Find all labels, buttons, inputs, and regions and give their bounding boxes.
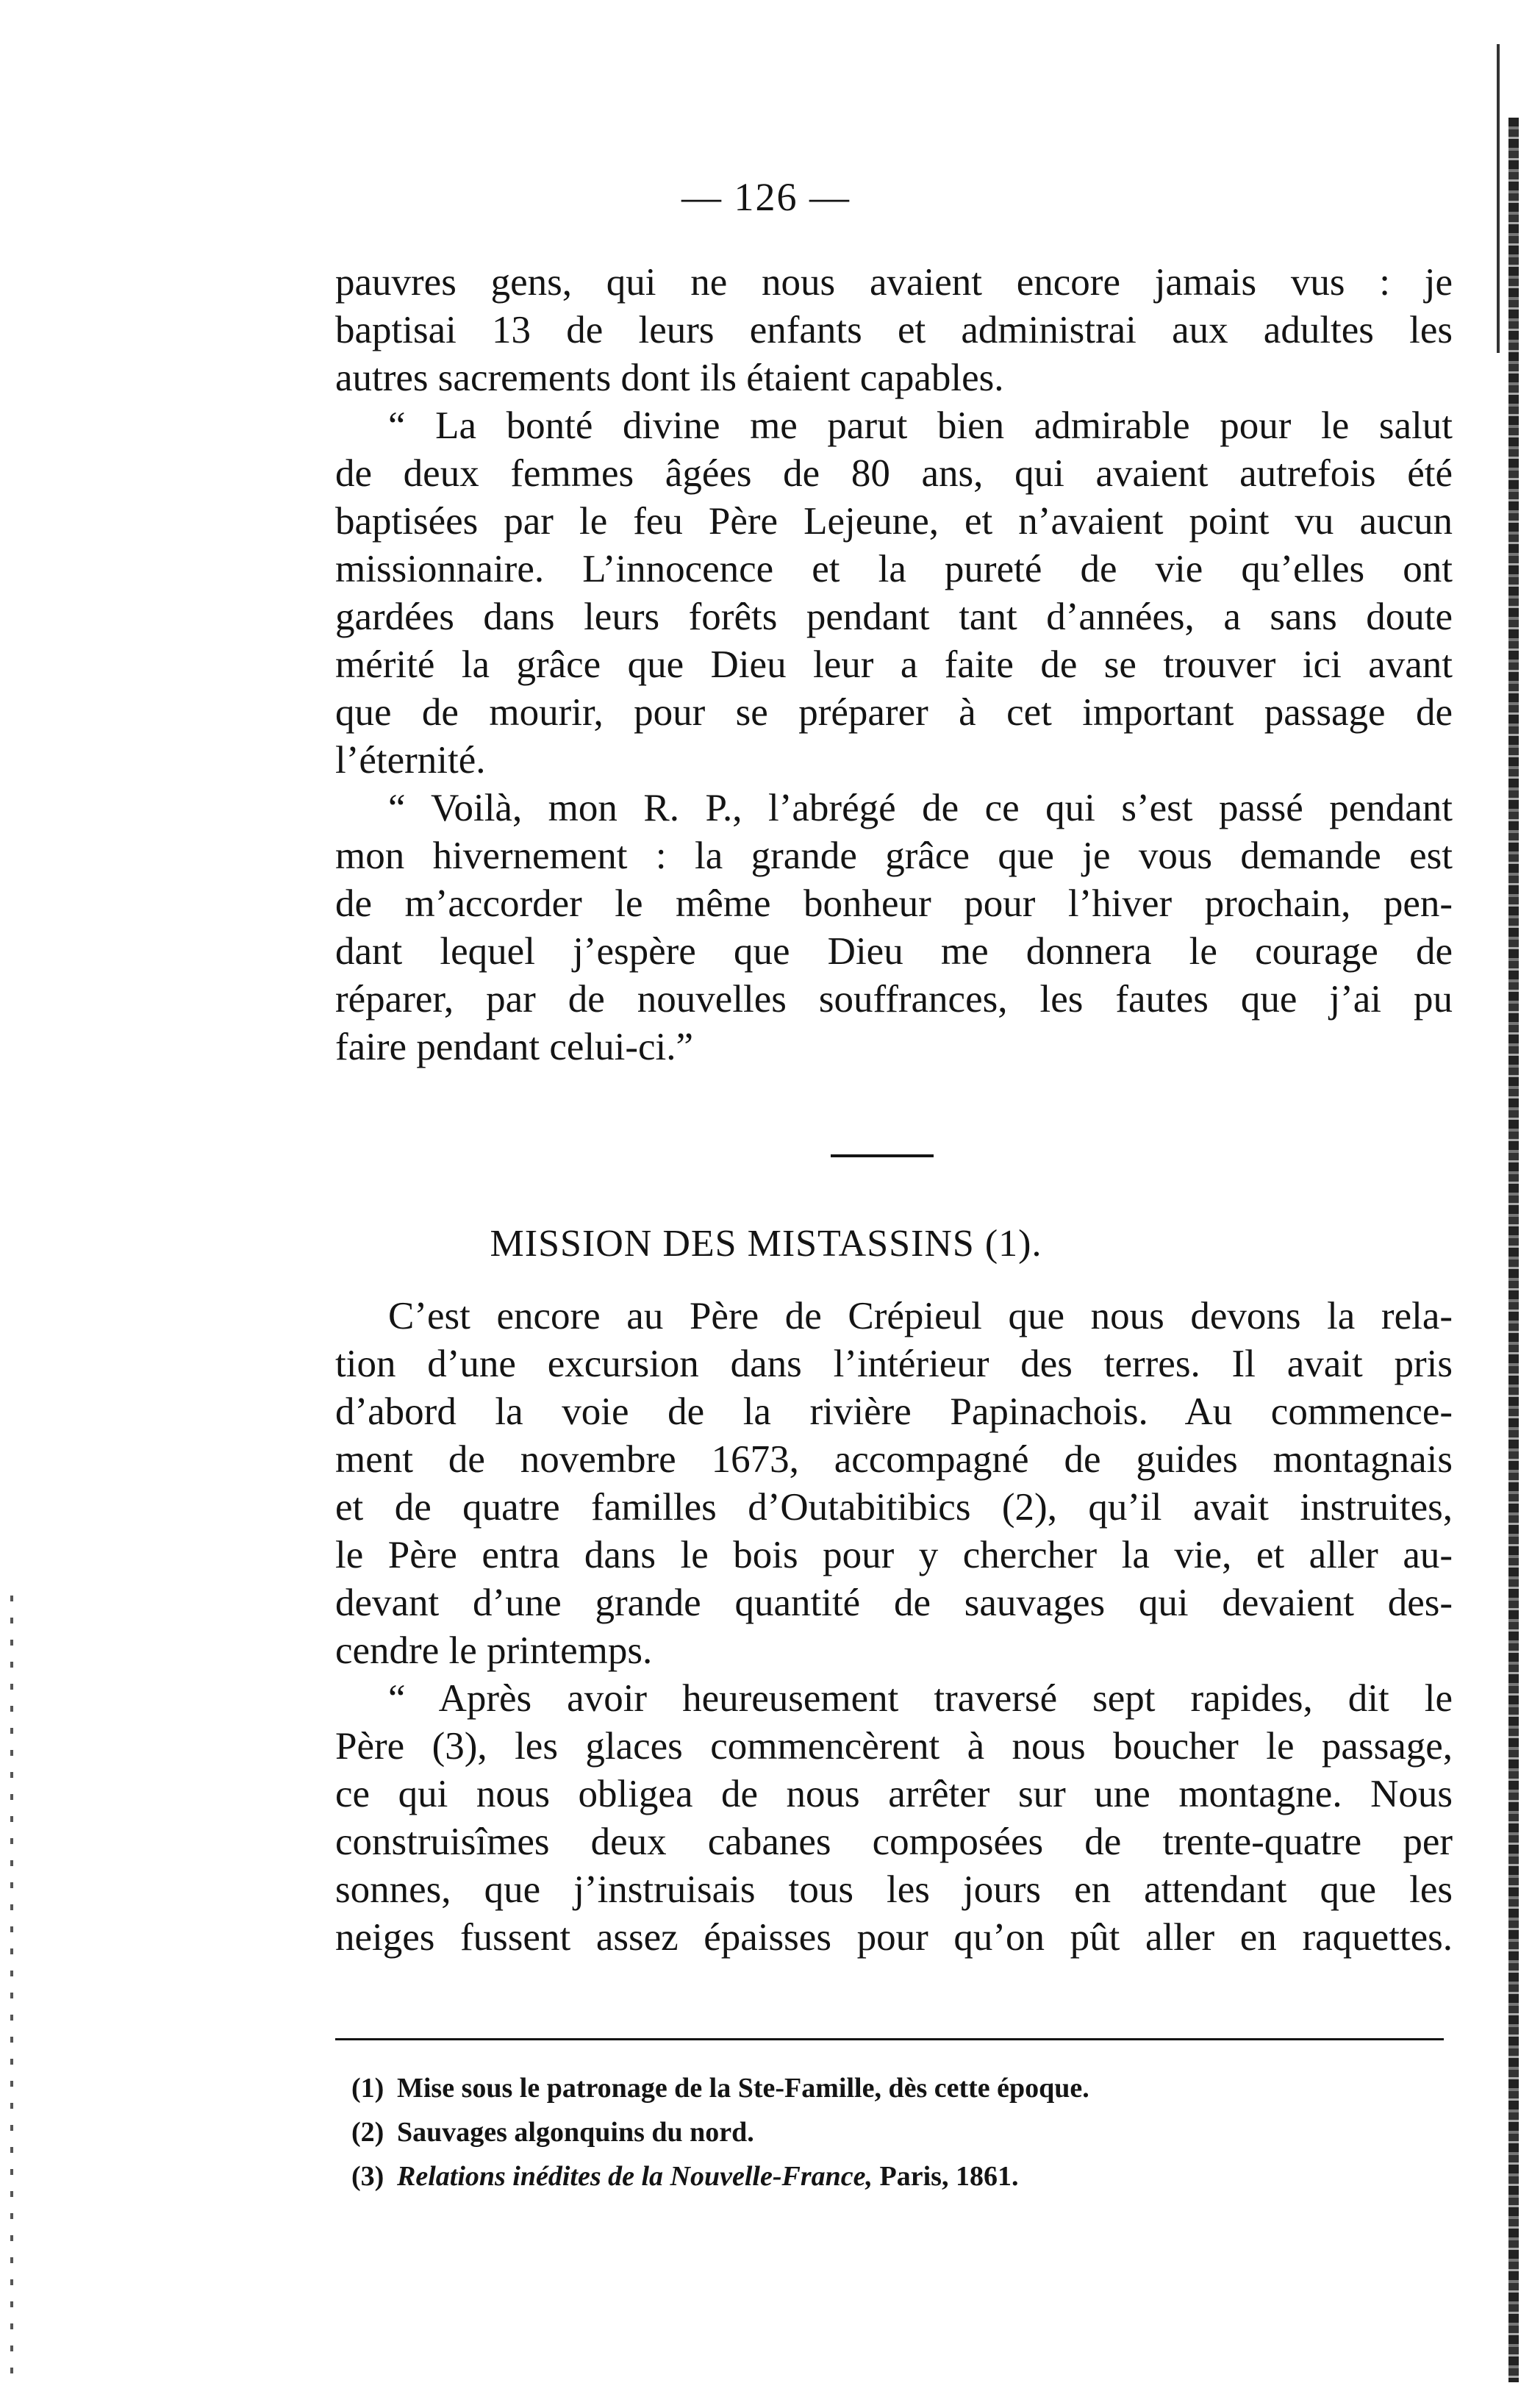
footnote-number: (2) (351, 2117, 384, 2148)
text-line: que de mourir, pour se préparer à cet important passage de (335, 691, 1453, 734)
text-line: mon hivernement : la grande grâce que je vous demande est (335, 835, 1453, 877)
page-left-edge-mark (10, 1596, 13, 2375)
text-line: baptisées par le feu Père Lejeune, et n’avaient point vu aucun (335, 500, 1453, 543)
footnote-number: (3) (351, 2161, 384, 2192)
text-line: “ Après avoir heureusement traversé sept rapides, dit le (388, 1677, 1453, 1720)
text-line: pauvres gens, qui ne nous avaient encore jamais vus : je (335, 261, 1453, 304)
footnote (351, 2066, 1425, 2110)
footnote (351, 2154, 1425, 2198)
footnote-divider (335, 2038, 1444, 2040)
text-line: réparer, par de nouvelles souffrances, les fautes que j’ai pu (335, 978, 1453, 1021)
text-line: construisîmes deux cabanes composées de trente-quatre per (335, 1821, 1453, 1863)
text-line: mérité la grâce que Dieu leur a faite de se trouver ici avant (335, 643, 1453, 686)
page-number: — 126 — (681, 175, 851, 219)
text-line: faire pendant celui-ci.” (335, 1026, 694, 1068)
text-line: d’abord la voie de la rivière Papinachois. Au commence- (335, 1390, 1453, 1433)
text-line: missionnaire. L’innocence et la pureté de vie qu’elles ont (335, 548, 1453, 590)
footnote-text: Mise sous le patronage de la Ste-Famille, dès cette époque. (397, 2073, 1089, 2104)
text-line: Père (3), les glaces commencèrent à nous boucher le passage, (335, 1725, 1453, 1768)
text-line: devant d’une grande quantité de sauvages qui devaient des- (335, 1582, 1453, 1624)
text-line: C’est encore au Père de Crépieul que nous devons la rela- (388, 1295, 1453, 1337)
footnote-text: Sauvages algonquins du nord. (397, 2117, 754, 2148)
footnote-text: Paris, 1861. (873, 2161, 1019, 2192)
text-line: le Père entra dans le bois pour y chercher la vie, et aller au- (335, 1534, 1453, 1576)
footnote-number: (1) (351, 2073, 384, 2104)
text-line: l’éternité. (335, 739, 486, 782)
text-line: “ Voilà, mon R. P., l’abrégé de ce qui s’est passé pendant (388, 787, 1453, 829)
text-line: baptisai 13 de leurs enfants et administrai aux adultes les (335, 309, 1453, 351)
text-line: cendre le printemps. (335, 1629, 653, 1672)
text-line: neiges fussent assez épaisses pour qu’on pût aller en raquettes. (335, 1916, 1453, 1959)
paragraph-block-lower (335, 1293, 1453, 1962)
text-line: tion d’une excursion dans l’intérieur des terres. Il avait pris (335, 1343, 1453, 1385)
text-line: autres sacrements dont ils étaient capables. (335, 357, 1004, 399)
text-line: gardées dans leurs forêts pendant tant d’années, a sans doute (335, 596, 1453, 638)
text-line: dant lequel j’espère que Dieu me donnera le courage de (335, 930, 1453, 973)
text-line: ment de novembre 1673, accompagné de guides montagnais (335, 1438, 1453, 1481)
text-line: “ La bonté divine me parut bien admirable pour le salut (388, 404, 1453, 447)
footnotes (351, 2066, 1425, 2198)
text-line: ce qui nous obligea de nous arrêter sur une montagne. Nous (335, 1773, 1453, 1815)
text-line: et de quatre familles d’Outabitibics (2), qu’il avait instruites, (335, 1486, 1453, 1529)
section-divider (831, 1154, 934, 1157)
footnote (351, 2110, 1425, 2154)
text-line: de deux femmes âgées de 80 ans, qui avaient autrefois été (335, 452, 1453, 495)
text-line: sonnes, que j’instruisais tous les jours en attendant que les (335, 1868, 1453, 1911)
text-line: de m’accorder le même bonheur pour l’hiver prochain, pen- (335, 882, 1453, 925)
section-heading: MISSION DES MISTASSINS (1). (490, 1223, 1042, 1265)
footnote-italic-text: Relations inédites de la Nouvelle-France, (397, 2161, 873, 2192)
paragraph-block-upper (335, 259, 1453, 1071)
